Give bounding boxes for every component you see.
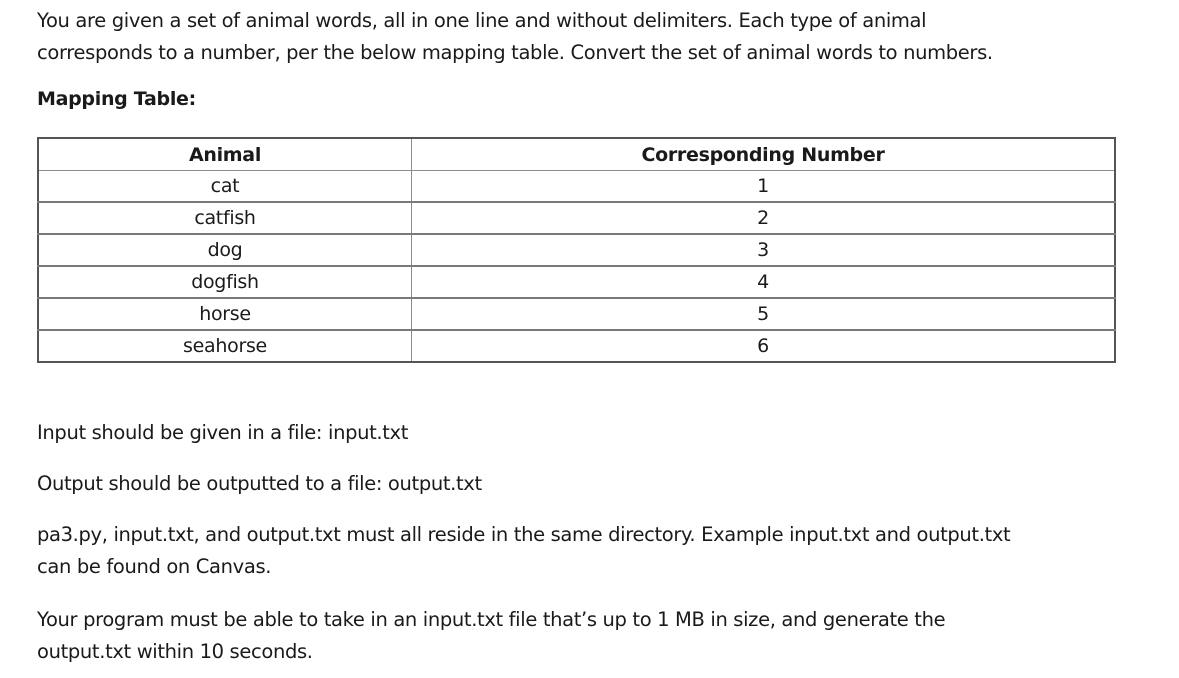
cell-number: 2 [412, 202, 1116, 234]
intro-paragraph [37, 0, 1137, 69]
cell-animal: dog [38, 234, 412, 266]
cell-animal: horse [38, 298, 412, 330]
table-row [38, 330, 1115, 362]
intro-line-2: corresponds to a number, per the below mapping table. Convert the set of animal words to numbers. [37, 41, 993, 64]
cell-number: 6 [412, 330, 1116, 362]
cell-animal: catfish [38, 202, 412, 234]
cell-animal: dogfish [38, 266, 412, 298]
input-instruction: Input should be given in a file: input.txt [37, 421, 409, 444]
mapping-table [37, 137, 1116, 363]
output-instruction: Output should be outputted to a file: output.txt [37, 472, 482, 495]
cell-number: 5 [412, 298, 1116, 330]
intro-line-1: You are given a set of animal words, all in one line and without delimiters. Each type of animal [37, 9, 927, 32]
cell-number: 4 [412, 266, 1116, 298]
directory-paragraph [37, 519, 1010, 583]
table-row [38, 266, 1115, 298]
header-corresponding-number: Corresponding Number [412, 138, 1116, 171]
performance-line-2: output.txt within 10 seconds. [37, 640, 313, 663]
cell-animal: seahorse [38, 330, 412, 362]
directory-line-2: can be found on Canvas. [37, 555, 272, 578]
performance-line-1: Your program must be able to take in an input.txt file that’s up to 1 MB in size, and generate the [37, 608, 946, 631]
cell-number: 3 [412, 234, 1116, 266]
cell-number: 1 [412, 171, 1116, 203]
table-row [38, 234, 1115, 266]
table-header-row [38, 138, 1115, 171]
performance-paragraph [37, 604, 945, 668]
table-row [38, 202, 1115, 234]
cell-animal: cat [38, 171, 412, 203]
mapping-table-heading: Mapping Table: [37, 88, 196, 110]
header-animal: Animal [38, 138, 412, 171]
table-row [38, 298, 1115, 330]
directory-line-1: pa3.py, input.txt, and output.txt must all reside in the same directory. Example input.txt and output.txt [37, 523, 1011, 546]
table-row [38, 171, 1115, 203]
document-page [37, 0, 1137, 663]
